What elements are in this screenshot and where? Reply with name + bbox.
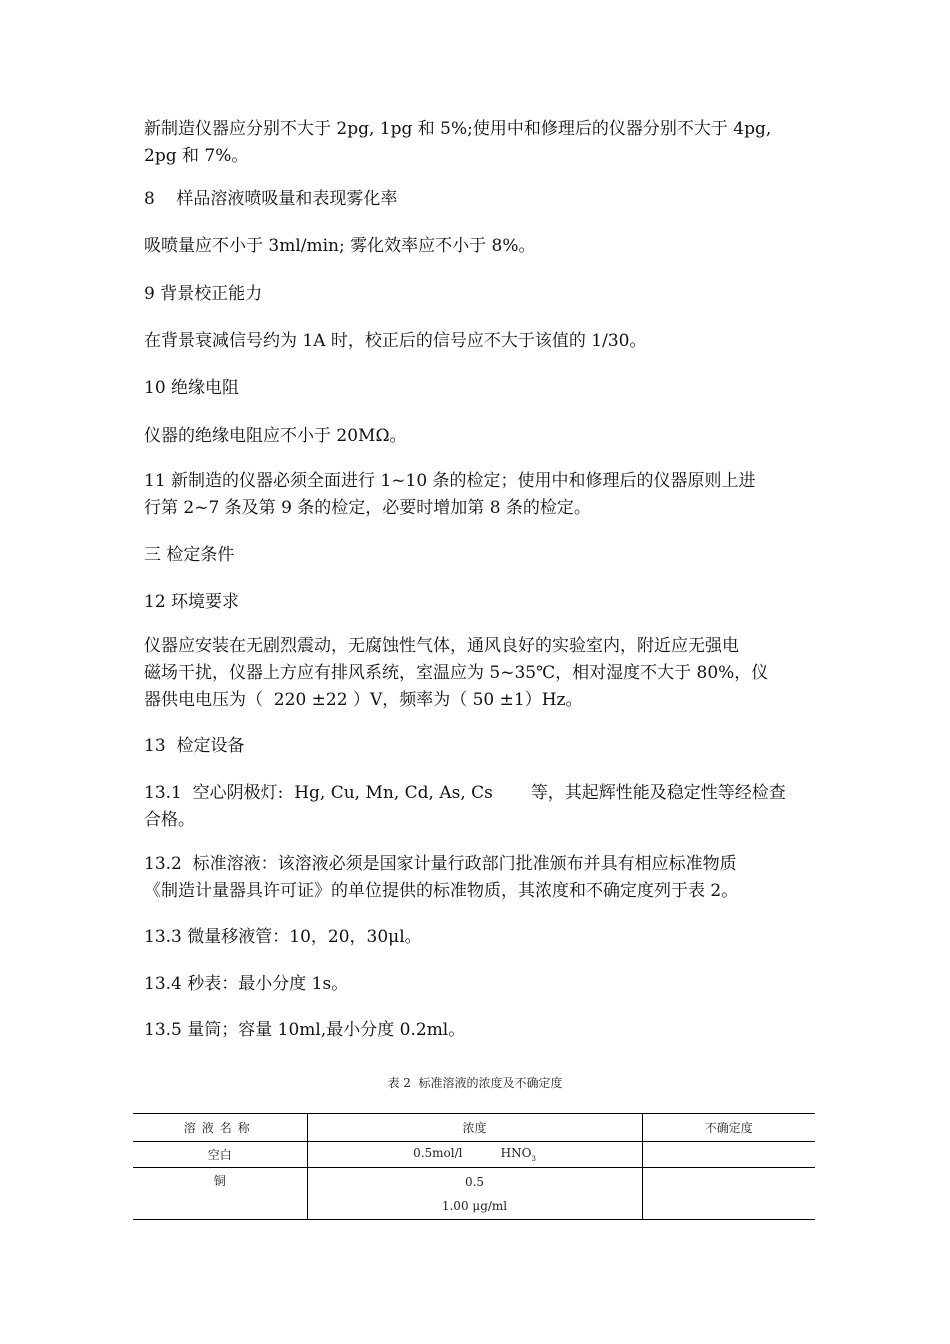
text-line: 13.2 标准溶液：该溶液必须是国家计量行政部门批准颁布并具有相应标准物质 — [144, 854, 737, 874]
section-heading-9 — [144, 281, 824, 308]
text-line: 12 环境要求 — [144, 592, 240, 612]
text-line: 三 检定条件 — [144, 545, 235, 565]
section-heading-12 — [144, 589, 824, 616]
text-line: 13.1 空心阴极灯: Hg, Cu, Mn, Cd, As, Cs 等，其起辉性能及稳定性等经检查 — [144, 783, 786, 803]
text-line: 新制造仪器应分别不大于 2pg, 1pg 和 5%;使用中和修理后的仪器分别不大于 4pg, — [144, 119, 772, 139]
paragraph-detection-limit — [144, 116, 824, 170]
cell-name: 空白 — [133, 1142, 307, 1168]
paragraph-item-11 — [144, 468, 824, 522]
table-header-row — [133, 1114, 815, 1142]
text-line: 8 样品溶液喷吸量和表现雾化率 — [144, 189, 398, 209]
text-line: 11 新制造的仪器必须全面进行 1~10 条的检定；使用中和修理后的仪器原则上进 — [144, 471, 756, 491]
paragraph-13-5 — [144, 1017, 824, 1044]
paragraph-insulation — [144, 423, 824, 450]
concentration-line: 1.00 μg/ml — [441, 1198, 508, 1213]
subscript: 3 — [531, 1155, 536, 1163]
section-heading-13 — [144, 733, 824, 760]
text-line: 9 背景校正能力 — [144, 284, 263, 304]
text-line: 13.3 微量移液管：10，20，30μl。 — [144, 927, 422, 947]
column-header-uncertainty: 不确定度 — [642, 1114, 815, 1142]
cell-uncertainty — [642, 1142, 815, 1168]
text-line: 器供电电压为（ 220 ±22 ）V，频率为（ 50 ±1）Hz。 — [144, 690, 583, 710]
concentration-text: 0.5mol/l HNO — [413, 1146, 532, 1160]
column-header-name: 溶液名称 — [133, 1114, 307, 1142]
concentration-line: 0.5 — [464, 1174, 485, 1189]
table-caption: 表 2 标准溶液的浓度及不确定度 — [387, 1076, 563, 1090]
paragraph-13-2 — [144, 851, 824, 905]
text-line: 仪器的绝缘电阻应不小于 20MΩ。 — [144, 426, 407, 446]
text-line: 在背景衰减信号约为 1A 时，校正后的信号应不大于该值的 1/30。 — [144, 331, 647, 351]
table-row — [133, 1168, 815, 1220]
text-line: 13.4 秒表：最小分度 1s。 — [144, 974, 349, 994]
paragraph-spray-rate — [144, 233, 824, 260]
section-heading-8 — [144, 186, 824, 213]
table-row — [133, 1142, 815, 1168]
paragraph-13-4 — [144, 971, 824, 998]
section-heading-10 — [144, 375, 824, 402]
text-line: 2pg 和 7%。 — [144, 146, 249, 166]
paragraph-13-1 — [144, 780, 824, 834]
cell-concentration — [307, 1168, 642, 1220]
paragraph-13-3 — [144, 924, 824, 951]
standard-solution-table — [133, 1113, 815, 1220]
cell-uncertainty — [642, 1168, 815, 1220]
column-header-concentration: 浓度 — [307, 1114, 642, 1142]
text-line: 10 绝缘电阻 — [144, 378, 240, 398]
text-line: 13 检定设备 — [144, 736, 245, 756]
text-line: 仪器应安装在无剧烈震动，无腐蚀性气体，通风良好的实验室内，附近应无强电 — [144, 636, 739, 656]
section-heading-conditions — [144, 542, 824, 569]
text-line: 磁场干扰，仪器上方应有排风系统，室温应为 5~35℃，相对湿度不大于 80%，仪 — [144, 663, 769, 683]
text-line: 13.5 量筒；容量 10ml,最小分度 0.2ml。 — [144, 1020, 466, 1040]
text-line: 行第 2~7 条及第 9 条的检定，必要时增加第 8 条的检定。 — [144, 498, 591, 518]
paragraph-environment — [144, 633, 824, 714]
text-line: 《制造计量器具许可证》的单位提供的标准物质，其浓度和不确定度列于表 2。 — [144, 881, 739, 901]
text-line: 合格。 — [144, 810, 195, 830]
cell-name: 铜 — [133, 1168, 307, 1220]
text-line: 吸喷量应不小于 3ml/min; 雾化效率应不小于 8%。 — [144, 236, 536, 256]
cell-concentration — [307, 1142, 642, 1168]
paragraph-background-correction — [144, 328, 824, 355]
